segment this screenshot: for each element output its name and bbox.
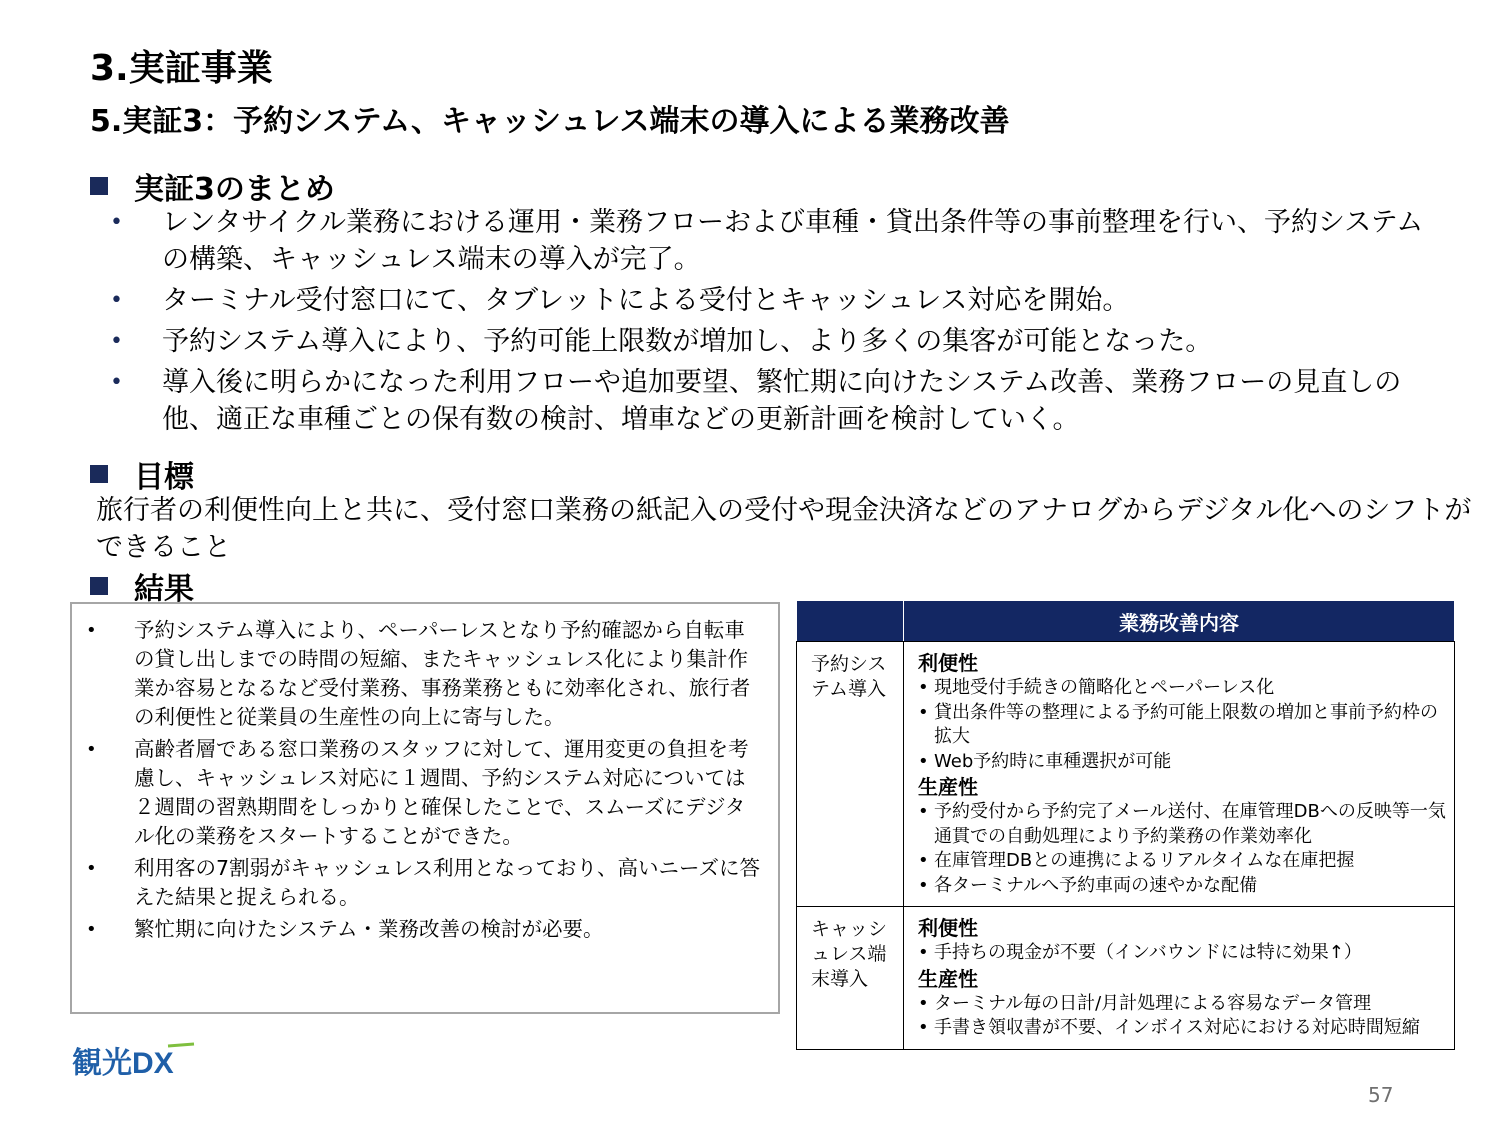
bullet-dot-icon: • (86, 919, 97, 940)
kanko-dx-logo-icon (72, 1040, 196, 1080)
page-title: 3.実証事業 (90, 48, 273, 89)
list-item: • 予約受付から予約完了メール送付、在庫管理DBへの反映等一気通貫での自動処理により予約業務の作業効率化 (918, 801, 1446, 847)
bullet-dot-icon: • (918, 1017, 929, 1038)
result-item: • 繁忙期に向けたシステム・業務改善の検討が必要。 (72, 915, 764, 944)
bullet-dot-icon: • (918, 942, 929, 963)
bullet-dot-icon: • (110, 210, 123, 235)
bullet-dot-icon: • (86, 739, 97, 760)
list-item: • 現地受付手続きの簡略化とペーパーレス化 (918, 676, 1446, 701)
square-bullet-icon (90, 465, 108, 483)
table-content-cell (904, 642, 1455, 907)
list-item: • Web予約時に車種選択が可能 (918, 750, 1446, 775)
group-title: 利便性 (918, 916, 978, 940)
kanko-dx-logo (72, 1040, 196, 1080)
table-header-row (797, 601, 1455, 642)
list-item: • 各ターミナルへ予約車両の速やかな配備 (918, 874, 1446, 899)
goal-text: 旅行者の利便性向上と共に、受付窓口業務の紙記入の受付や現金決済などのアナログからデジタル化へのシフトができること (96, 495, 1472, 563)
group-title: 生産性 (918, 775, 978, 799)
list-item: • 手持ちの現金が不要（インバウンドには特に効果↑） (918, 941, 1446, 966)
bullet-dot-icon: • (918, 850, 929, 871)
bullet-dot-icon: • (86, 620, 97, 641)
result-item: • 利用客の7割弱がキャッシュレス利用となっており、高いニーズに答えた結果と捉えられる。 (86, 856, 760, 909)
result-box (70, 602, 780, 1014)
bullet-dot-icon: • (918, 701, 929, 723)
square-bullet-icon (90, 577, 108, 595)
summary-item: • レンタサイクル業務における運用・業務フローおよび車種・貸出条件等の事前整理を行い、予約システムの構築、キャッシュレス端末の導入が完了。 (110, 204, 1440, 278)
goal-heading-label: 目標 (134, 460, 194, 495)
logo-text: 観光DX (72, 1047, 174, 1080)
summary-item: • ターミナル受付窓口にて、タブレットによる受付とキャッシュレス対応を開始。 (110, 282, 1440, 319)
bullet-dot-icon: • (110, 370, 123, 395)
table-category-cell: 予約システム導入 (797, 642, 904, 907)
table-corner-cell (797, 601, 904, 642)
bullet-dot-icon: • (918, 801, 929, 822)
table-row (797, 907, 1455, 1050)
bullet-dot-icon: • (110, 329, 123, 354)
list-item: • 貸出条件等の整理による予約可能上限数の増加と事前予約枠の拡大 (918, 701, 1438, 747)
table-content-cell (904, 907, 1455, 1050)
bullet-dot-icon: • (918, 992, 929, 1014)
list-item: • 手書き領収書が不要、インボイス対応における対応時間短縮 (918, 1016, 1446, 1041)
summary-item: • 予約システム導入により、予約可能上限数が増加し、より多くの集客が可能となった。 (110, 323, 1440, 360)
table-header-cell: 業務改善内容 (904, 601, 1455, 642)
summary-heading-label: 実証3のまとめ (134, 172, 335, 207)
list-item: • 在庫管理DBとの連携によるリアルタイムな在庫把握 (918, 849, 1446, 874)
bullet-dot-icon: • (918, 750, 929, 772)
result-heading-label: 結果 (134, 572, 194, 607)
bullet-dot-icon: • (86, 858, 97, 879)
result-item: • 高齢者層である窓口業務のスタッフに対して、運用変更の負担を考慮し、キャッシュレス対応に１週間、予約システム対応については２週間の習熟期間をしっかりと確保したことで、スムーズにデジタル化の業務をスタートすることができた。 (86, 737, 749, 848)
page-subtitle: 5.実証3：予約システム、キャッシュレス端末の導入による業務改善 (90, 104, 1010, 139)
summary-heading (90, 164, 335, 208)
table-category-cell: キャッシュレス端末導入 (797, 907, 904, 1050)
logo-accent-stroke (168, 1044, 194, 1046)
improvement-table (796, 600, 1455, 1050)
summary-list (110, 204, 1440, 442)
bullet-dot-icon: • (110, 288, 123, 313)
table-row (797, 642, 1455, 907)
goal-heading (90, 452, 194, 496)
group-title: 利便性 (918, 651, 978, 675)
page-number: 57 (1368, 1083, 1394, 1107)
list-item: • ターミナル毎の日計/月計処理による容易なデータ管理 (918, 992, 1446, 1017)
bullet-dot-icon: • (918, 677, 929, 698)
bullet-dot-icon: • (918, 874, 929, 896)
group-title: 生産性 (918, 966, 978, 991)
result-list (72, 604, 778, 944)
summary-item: • 導入後に明らかになった利用フローや追加要望、繁忙期に向けたシステム改善、業務フローの見直しの他、適正な車種ごとの保有数の検討、増車などの更新計画を検討していく。 (110, 364, 1440, 438)
square-bullet-icon (90, 177, 108, 195)
result-item: • 予約システム導入により、ペーパーレスとなり予約確認から自転車の貸し出しまでの時間の短縮、またキャッシュレス化により集計作業か容易となるなど受付業務、事務業務ともに効率化され、旅行者の利便性と従業員の生産性の向上に寄与した。 (86, 618, 751, 729)
